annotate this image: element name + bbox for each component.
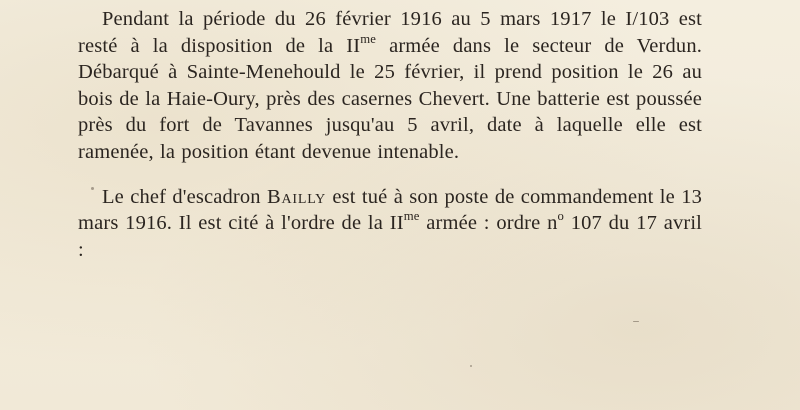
paragraph-1-text-a: Pendant la période du 26 février 1916 au 5 mars 1917 le I/103 est resté à la disposition de la II [78,8,702,57]
paragraph-2-text-a: Le chef d'escadron [102,185,268,208]
paragraph-2-text-c: armée : ordre n [419,212,558,235]
paragraph-2-text-d: 107 du 17 avril : [78,212,703,261]
superscript-o: o [557,209,565,224]
paragraph-2 [78,184,702,264]
paper-speck [470,365,472,367]
superscript-me: me [360,31,377,46]
paragraph-1 [78,6,702,166]
superscript-me: me [403,209,420,224]
text-body [78,6,702,263]
officer-name: Bailly [267,185,327,208]
paper-speck [91,187,94,190]
paragraph-2-text-b: est tué à son poste de commandement le 13 mars 1916. Il est cité à l'ordre de la II [78,185,702,235]
paper-speck [633,321,639,322]
paragraph-1-text-b: armée dans le secteur de Verdun. Débarqué à Sainte-Menehould le 25 février, il prend position le 26 au bois de la Haie-Oury, près des casernes Chevert. Une batterie est poussée près du fort de Tavannes jusqu'au 5 avril, date à laquelle elle est ramenée, la position étant devenue intenable. [78,34,703,163]
